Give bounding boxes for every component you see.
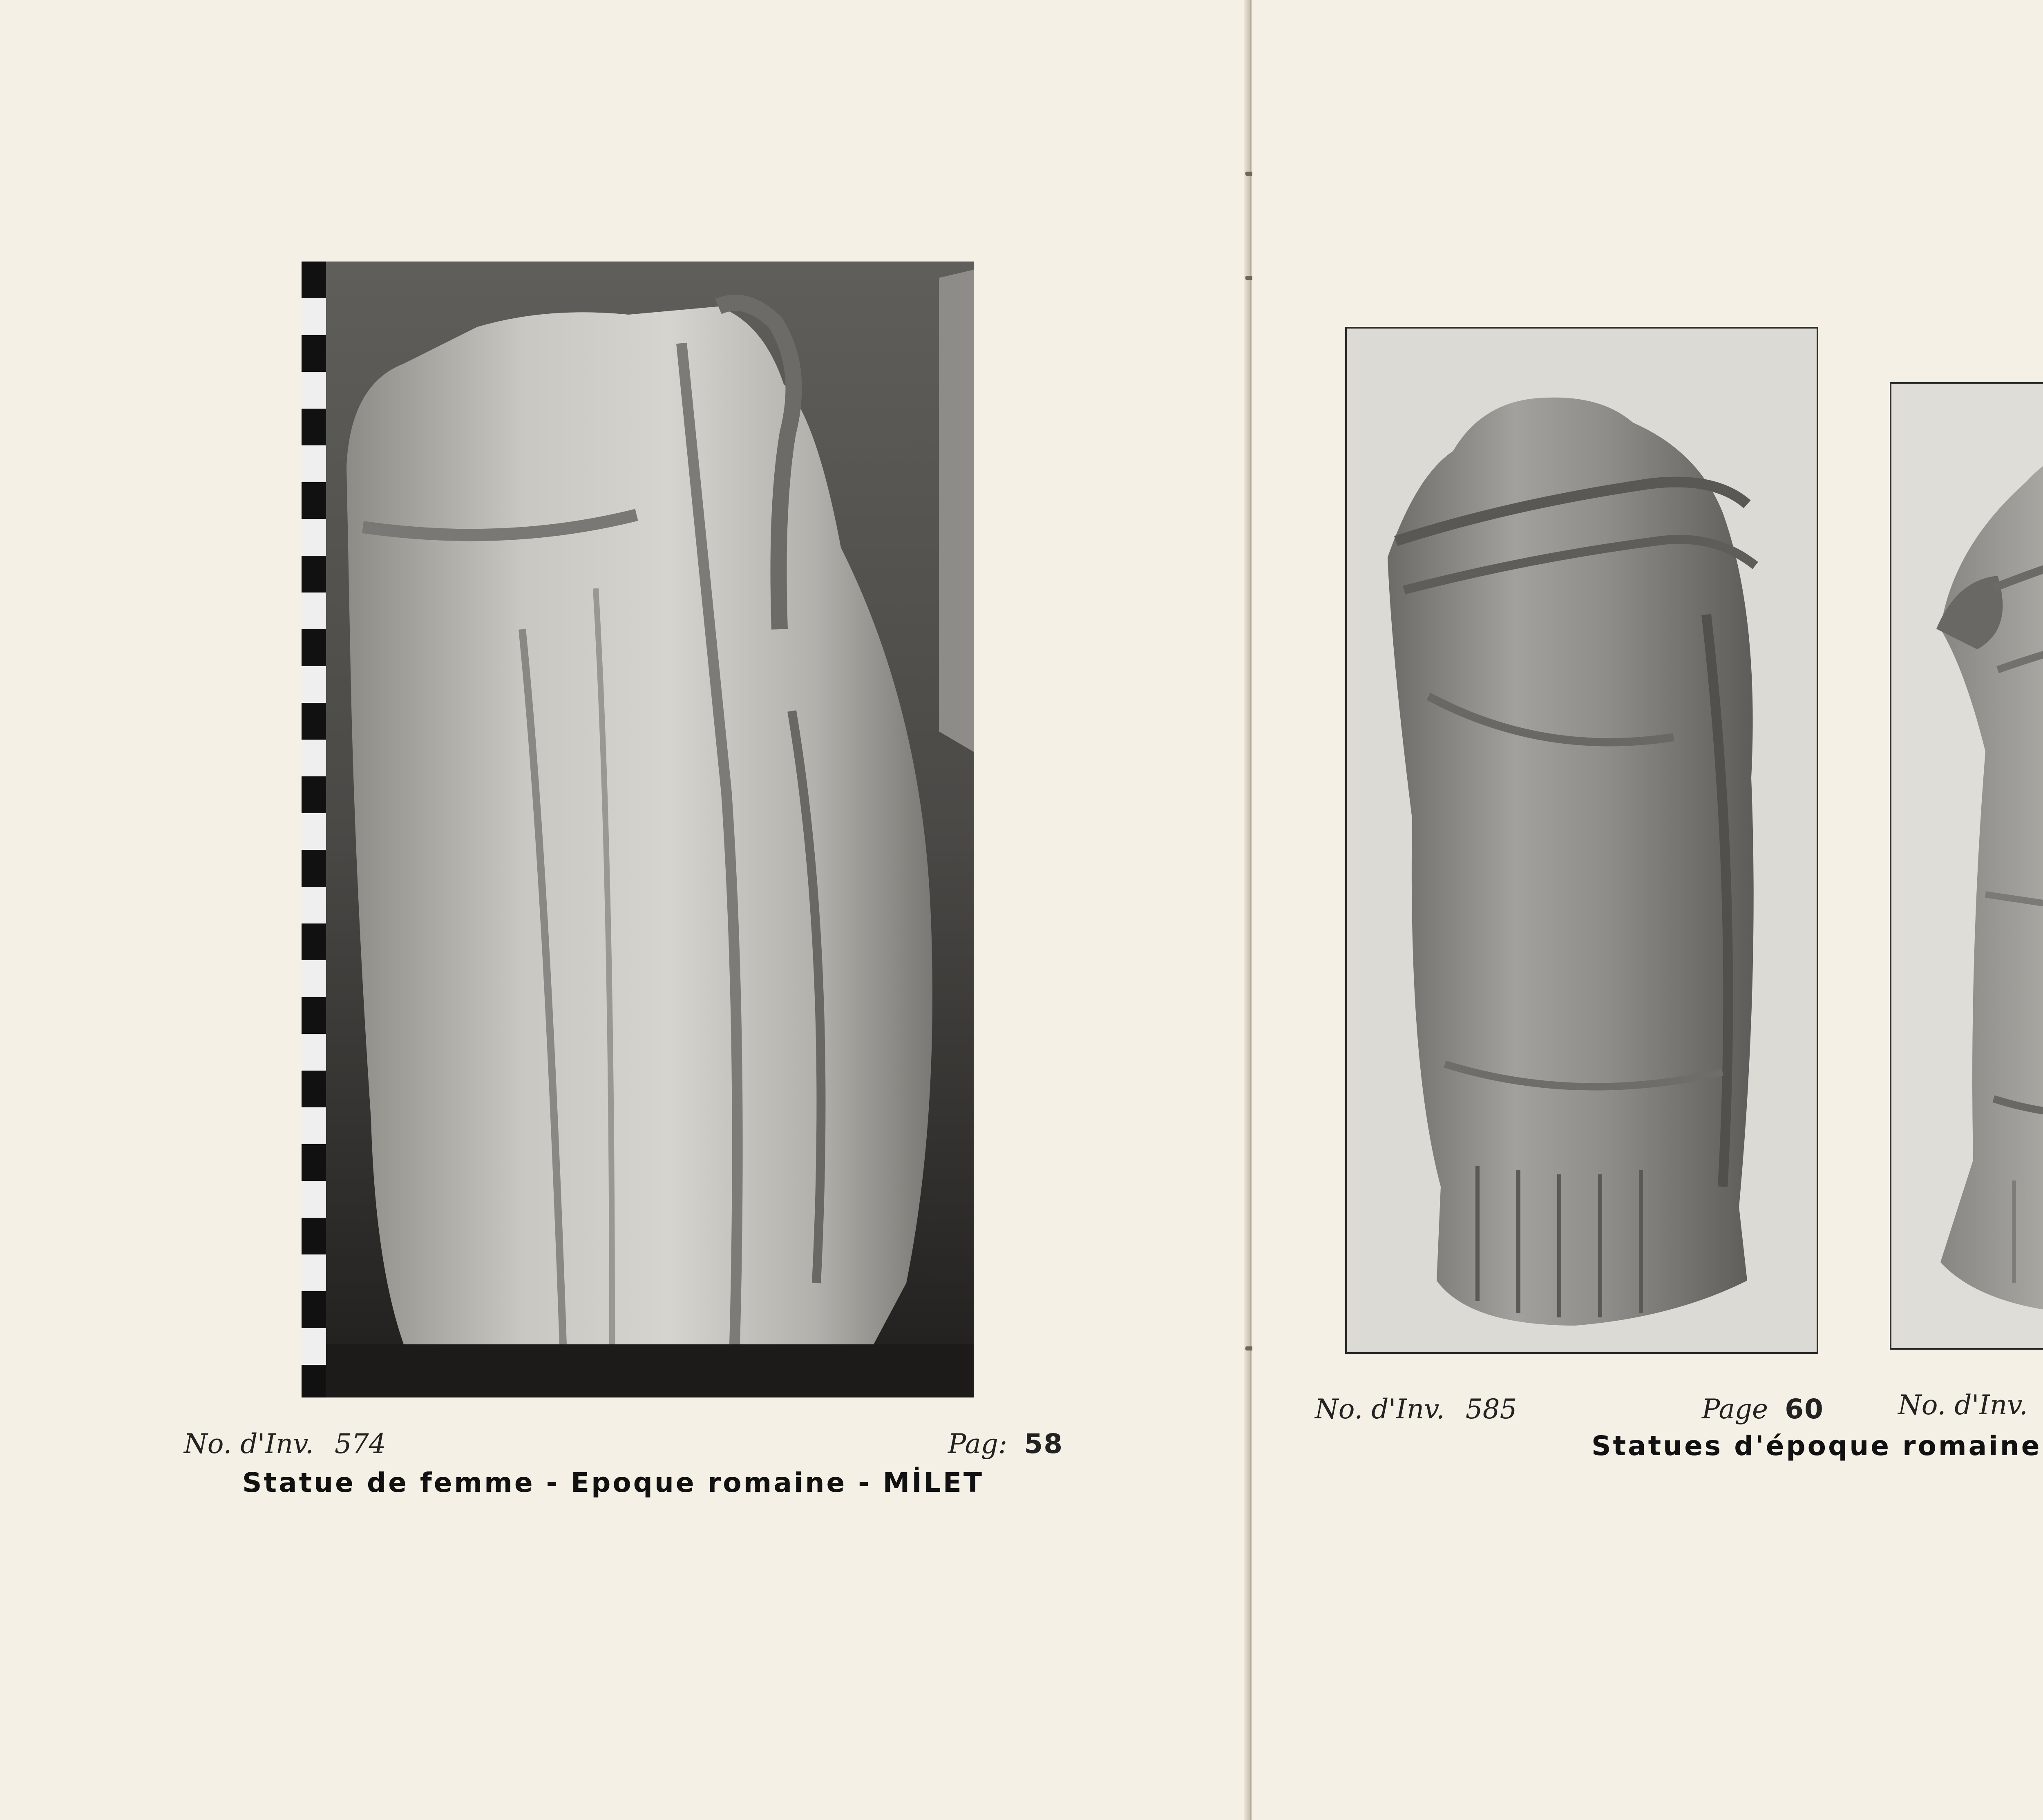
page-label: Page <box>1702 1393 1768 1425</box>
plate-title-left: Statue de femme - Epoque romaine - MİLET <box>242 1467 984 1498</box>
statue-photo-575 <box>1890 382 2043 1350</box>
binding-stitch <box>1245 276 1253 280</box>
plate-title-right: Statues d'époque romaine <box>1591 1430 2042 1462</box>
page-number: 58 <box>1024 1428 1064 1460</box>
page-label: Pag: <box>948 1428 1008 1460</box>
inv-label: No. d'Inv. <box>184 1428 314 1460</box>
page-ref-585 <box>1702 1393 1824 1425</box>
statue-photo-585 <box>1345 327 1818 1354</box>
inv-label: No. d'Inv. <box>1898 1389 2028 1421</box>
inv-caption-574 <box>184 1428 386 1460</box>
inv-caption-585 <box>1315 1393 1517 1425</box>
page-ref-574 <box>948 1428 1063 1460</box>
inv-number: 585 <box>1465 1393 1517 1425</box>
photo-scale-bar <box>302 262 326 1397</box>
inv-caption-575 <box>1898 1389 2043 1421</box>
page-number: 60 <box>1785 1393 1824 1425</box>
inv-label: No. d'Inv. <box>1315 1393 1445 1425</box>
binding-stitch <box>1245 172 1253 176</box>
statue-photo-574 <box>302 262 974 1397</box>
inv-number: 574 <box>334 1428 386 1460</box>
binding-stitch <box>1245 1346 1253 1350</box>
